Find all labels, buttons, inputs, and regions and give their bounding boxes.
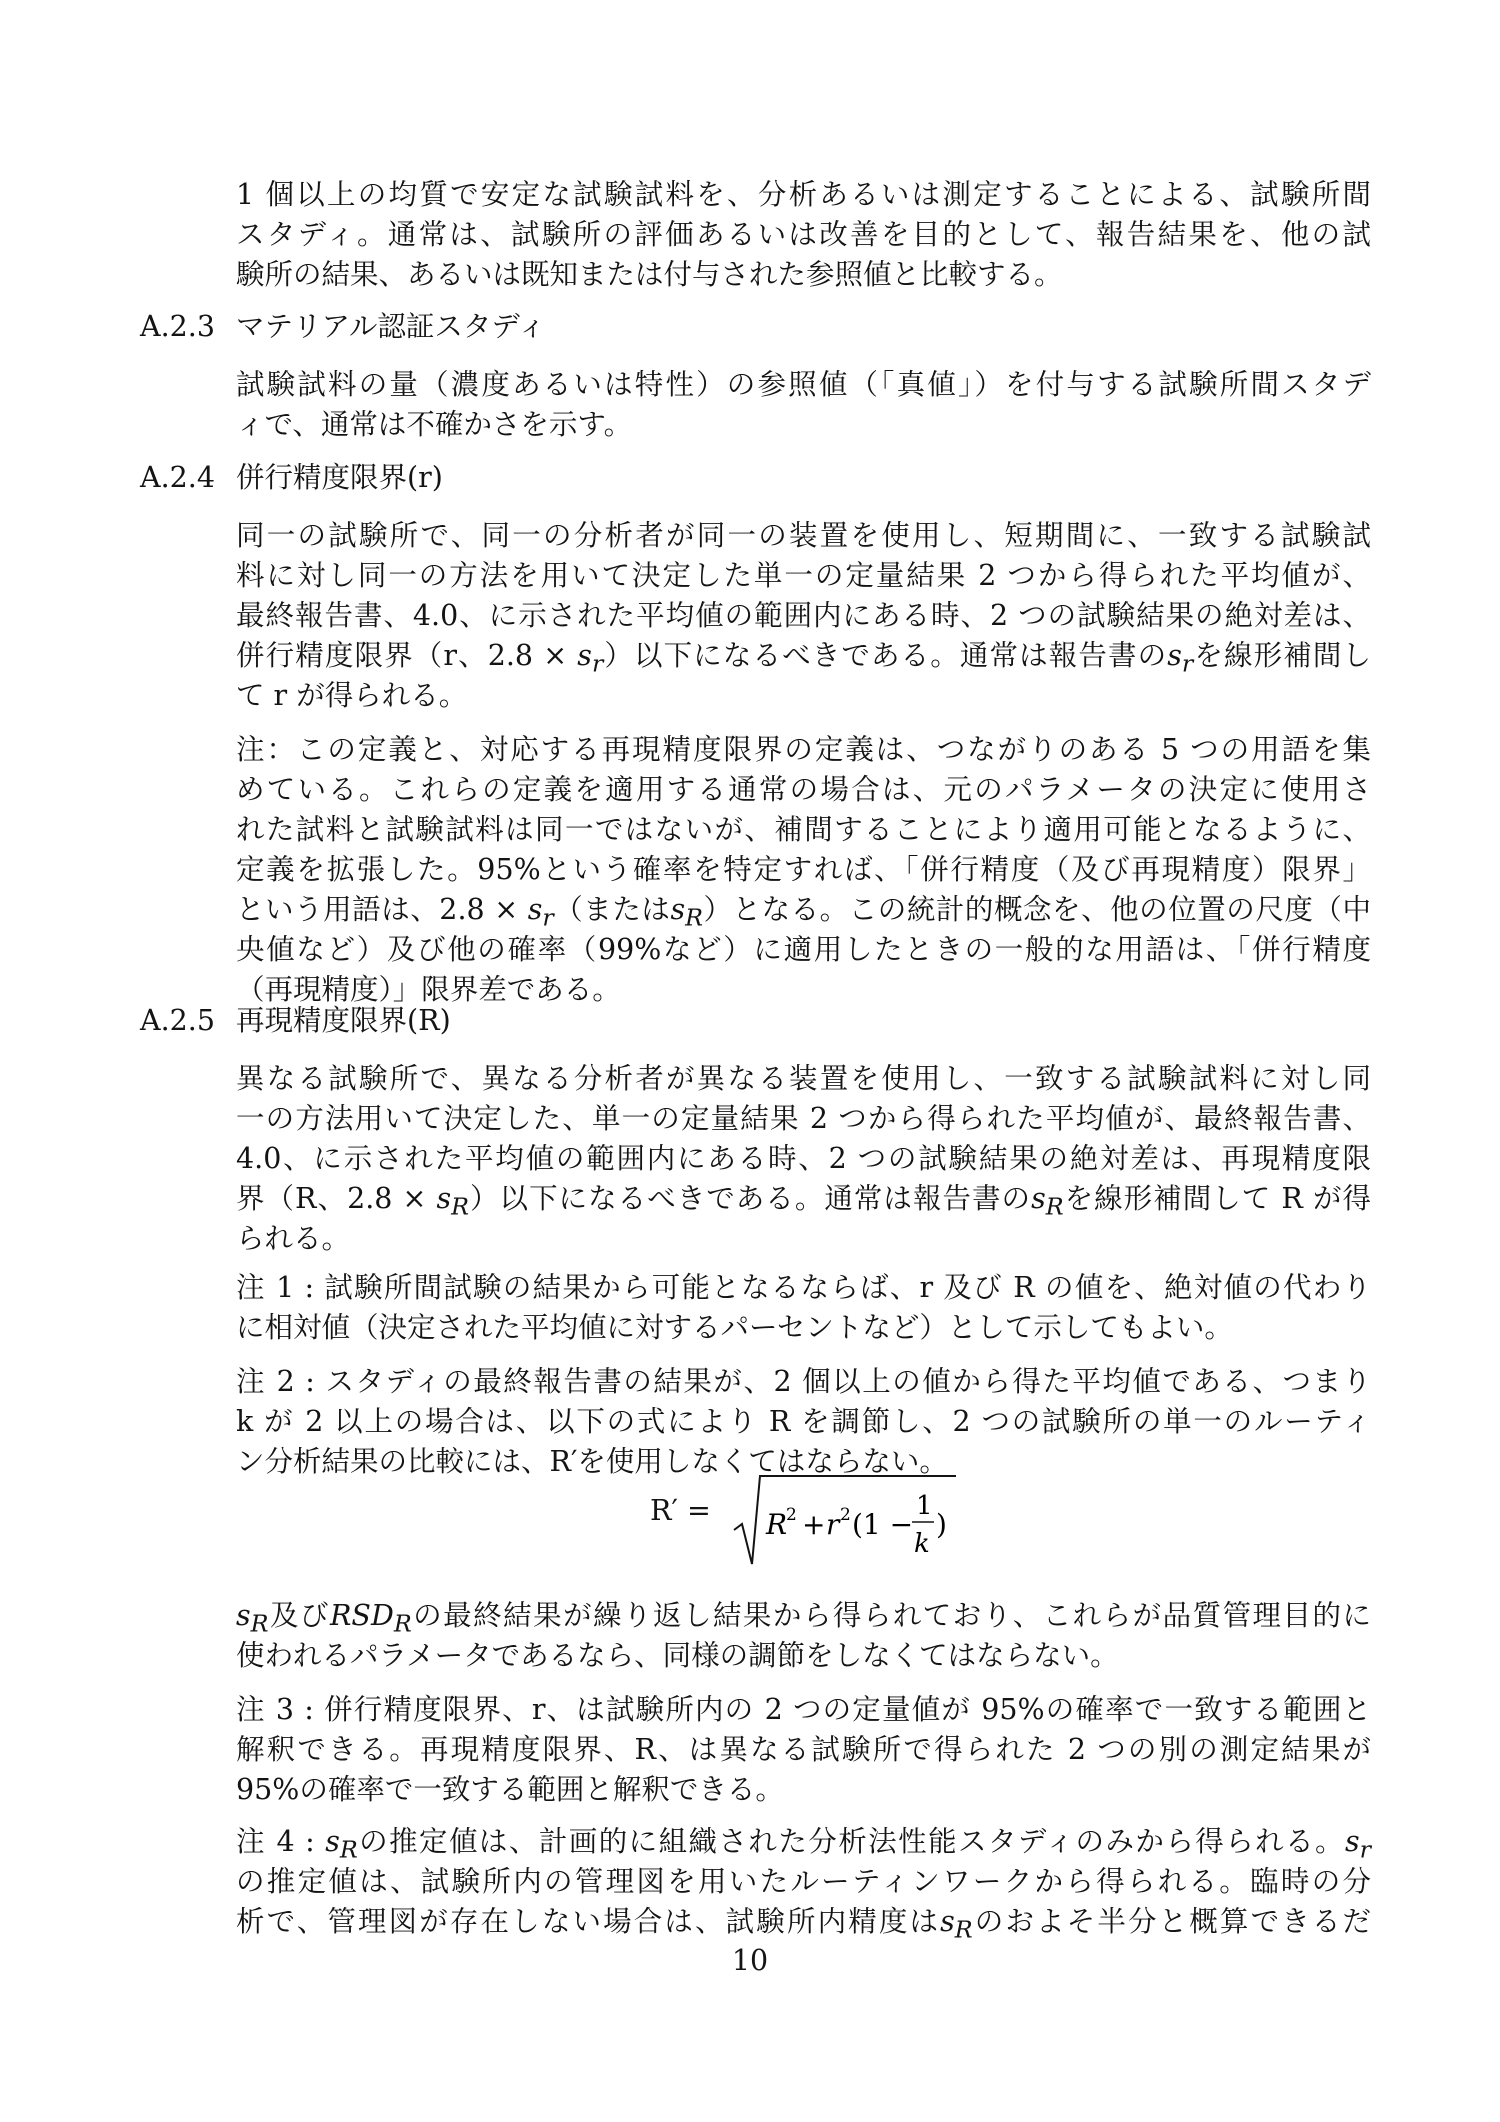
svg-text:k: k bbox=[914, 1529, 930, 1559]
text-line: めている。これらの定義を適用する通常の場合は、元のパラメータの決定に使用さ bbox=[236, 773, 1371, 806]
text-line bbox=[236, 1179, 1371, 1219]
text-line: られる。 bbox=[236, 1222, 351, 1255]
section-heading-a224 bbox=[140, 458, 443, 498]
text-line: 料に対し同一の方法を用いて決定した単一の定量結果 2 つから得られた平均値が、 bbox=[236, 559, 1371, 592]
text-segment: 注 4 : bbox=[236, 1825, 326, 1858]
text-line: 異なる試験所で、異なる分析者が異なる装置を使用し、一致する試験試料に対し同 bbox=[236, 1062, 1371, 1095]
text-segment: ）以下になるべきである。通常は報告書の bbox=[603, 639, 1168, 672]
math-s-r: $s_r$ bbox=[577, 639, 604, 678]
a223-paragraph bbox=[236, 365, 1371, 445]
svg-text:R: R bbox=[766, 1508, 788, 1541]
text-line: スタディ。通常は、試験所の評価あるいは改善を目的として、報告結果を、他の試 bbox=[236, 218, 1371, 251]
math-s-r: $s_r$ bbox=[527, 893, 554, 932]
text-line: 央値など）及び他の確率（99%など）に適用したときの一般的な用語は、「併行精度 bbox=[236, 933, 1371, 966]
text-line: 一の方法用いて決定した、単一の定量結果 2 つから得られた平均値が、最終報告書、 bbox=[236, 1102, 1371, 1135]
text-line bbox=[236, 636, 1371, 676]
a225-paragraph bbox=[236, 1059, 1371, 1259]
text-line: （再現精度）」限界差である。 bbox=[236, 973, 621, 1006]
text-line: て r が得られる。 bbox=[236, 679, 468, 712]
text-segment: 界（R、2.8 × bbox=[236, 1182, 437, 1215]
text-segment: ）以下になるべきである。通常は報告書の bbox=[468, 1182, 1032, 1215]
text-line: 最終報告書、4.0、に示された平均値の範囲内にある時、2 つの試験結果の絶対差は、 bbox=[236, 599, 1371, 632]
section-title: 再現精度限界(R) bbox=[236, 1004, 451, 1037]
math-s-R: $s_R$ bbox=[325, 1825, 358, 1864]
math-s-r: $s_r$ bbox=[1344, 1825, 1371, 1864]
a225-note1 bbox=[236, 1268, 1371, 1348]
a224-paragraph bbox=[236, 516, 1371, 716]
text-line: 験所の結果、あるいは既知または付与された参照値と比較する。 bbox=[236, 258, 1063, 291]
text-segment: を線形補間し bbox=[1193, 639, 1371, 672]
svg-text:2: 2 bbox=[840, 1505, 851, 1525]
text-line bbox=[236, 890, 1371, 930]
text-line: 95%の確率で一致する範囲と解釈できる。 bbox=[236, 1773, 784, 1806]
math-s-R: $s_R$ bbox=[236, 1599, 269, 1638]
text-line: ン分析結果の比較には、R′を使用しなくてはならない。 bbox=[236, 1445, 948, 1478]
text-line: 注：この定義と、対応する再現精度限界の定義は、つながりのある 5 つの用語を集 bbox=[236, 733, 1371, 766]
text-line: 定義を拡張した。95%という確率を特定すれば、「併行精度（及び再現精度）限界」 bbox=[236, 853, 1371, 886]
section-title: マテリアル認証スタディ bbox=[236, 310, 547, 343]
text-line: に相対値（決定された平均値に対するパーセントなど）として示してもよい。 bbox=[236, 1311, 1233, 1344]
text-line: 4.0、に示された平均値の範囲内にある時、2 つの試験結果の絶対差は、再現精度限 bbox=[236, 1142, 1371, 1175]
text-line: 1 個以上の均質で安定な試験試料を、分析あるいは測定することによる、試験所間 bbox=[236, 178, 1371, 211]
text-segment: という用語は、2.8 × bbox=[236, 893, 528, 926]
section-number: A.2.4 bbox=[140, 461, 215, 494]
text-segment: 及び bbox=[268, 1599, 330, 1632]
text-line: 使われるパラメータであるなら、同様の調節をしなくてはならない。 bbox=[236, 1639, 1119, 1672]
section-title: 併行精度限界(r) bbox=[236, 461, 443, 494]
section-heading-a223 bbox=[140, 307, 546, 347]
text-segment: ）となる。この統計的概念を、他の位置の尺度（中 bbox=[702, 893, 1371, 926]
text-segment: 析で、管理図が存在しない場合は、試験所内精度は bbox=[236, 1905, 941, 1938]
svg-text:): ) bbox=[936, 1508, 947, 1541]
page-number: 10 bbox=[731, 1944, 769, 1977]
math-s-R: $s_R$ bbox=[940, 1905, 973, 1944]
text-line: 注 3 : 併行精度限界、r、は試験所内の 2 つの定量値が 95%の確率で一致する範囲と bbox=[236, 1693, 1371, 1726]
text-line: 注 1 : 試験所間試験の結果から可能となるならば、r 及び R の値を、絶対値の代わり bbox=[236, 1271, 1371, 1304]
intro-paragraph bbox=[236, 175, 1371, 295]
svg-text:+: + bbox=[802, 1508, 826, 1541]
svg-text:r: r bbox=[826, 1508, 840, 1541]
math-s-R: $s_R$ bbox=[436, 1182, 469, 1221]
text-line bbox=[236, 1596, 1371, 1636]
text-segment: 併行精度限界（r、2.8 × bbox=[236, 639, 578, 672]
math-s-R: $s_R$ bbox=[670, 893, 703, 932]
a225-after-formula bbox=[236, 1596, 1371, 1676]
text-segment: を線形補間して R が得 bbox=[1063, 1182, 1371, 1215]
math-rsd-R: $RSD_R$ bbox=[329, 1599, 412, 1638]
text-segment: のおよそ半分と概算できるだ bbox=[972, 1905, 1371, 1938]
section-number: A.2.3 bbox=[140, 310, 215, 343]
text-segment: （または bbox=[553, 893, 671, 926]
text-segment: の最終結果が繰り返し結果から得られており、これらが品質管理目的に bbox=[411, 1599, 1371, 1632]
text-line: 同一の試験所で、同一の分析者が同一の装置を使用し、短期間に、一致する試験試 bbox=[236, 519, 1371, 552]
text-segment: の推定値は、計画的に組織された分析法性能スタディのみから得られる。 bbox=[357, 1825, 1345, 1858]
text-line: 注 2 : スタディの最終報告書の結果が、2 個以上の値から得た平均値である、つまり bbox=[236, 1365, 1371, 1398]
svg-text:(1 −: (1 − bbox=[852, 1508, 914, 1541]
text-line: 試験試料の量（濃度あるいは特性）の参照値（「真値」）を付与する試験所間スタデ bbox=[236, 368, 1371, 401]
text-line: 解釈できる。再現精度限界、R、は異なる試験所で得られた 2 つの別の測定結果が bbox=[236, 1733, 1371, 1766]
a225-note3 bbox=[236, 1690, 1371, 1810]
a225-note4 bbox=[236, 1822, 1371, 1942]
section-number: A.2.5 bbox=[140, 1004, 215, 1037]
text-line: k が 2 以上の場合は、以下の式により R を調節し、2 つの試験所の単一のルーティ bbox=[236, 1405, 1371, 1438]
math-s-R: $s_R$ bbox=[1031, 1182, 1064, 1221]
text-line bbox=[236, 1822, 1371, 1862]
text-line: れた試料と試験試料は同一ではないが、補間することにより適用可能となるように、 bbox=[236, 813, 1371, 846]
text-line: ィで、通常は不確かさを示す。 bbox=[236, 408, 633, 441]
math-s-r: $s_r$ bbox=[1167, 639, 1194, 678]
text-line: の推定値は、試験所内の管理図を用いたルーティンワークから得られる。臨時の分 bbox=[236, 1865, 1371, 1898]
a225-note2 bbox=[236, 1362, 1371, 1482]
sqrt-expression bbox=[730, 1468, 960, 1568]
formula-lhs: R′ = bbox=[650, 1494, 711, 1527]
svg-text:1: 1 bbox=[916, 1491, 933, 1521]
text-line bbox=[236, 1902, 1371, 1942]
a224-note bbox=[236, 730, 1371, 1010]
svg-text:2: 2 bbox=[786, 1505, 797, 1525]
section-heading-a225 bbox=[140, 1001, 451, 1041]
